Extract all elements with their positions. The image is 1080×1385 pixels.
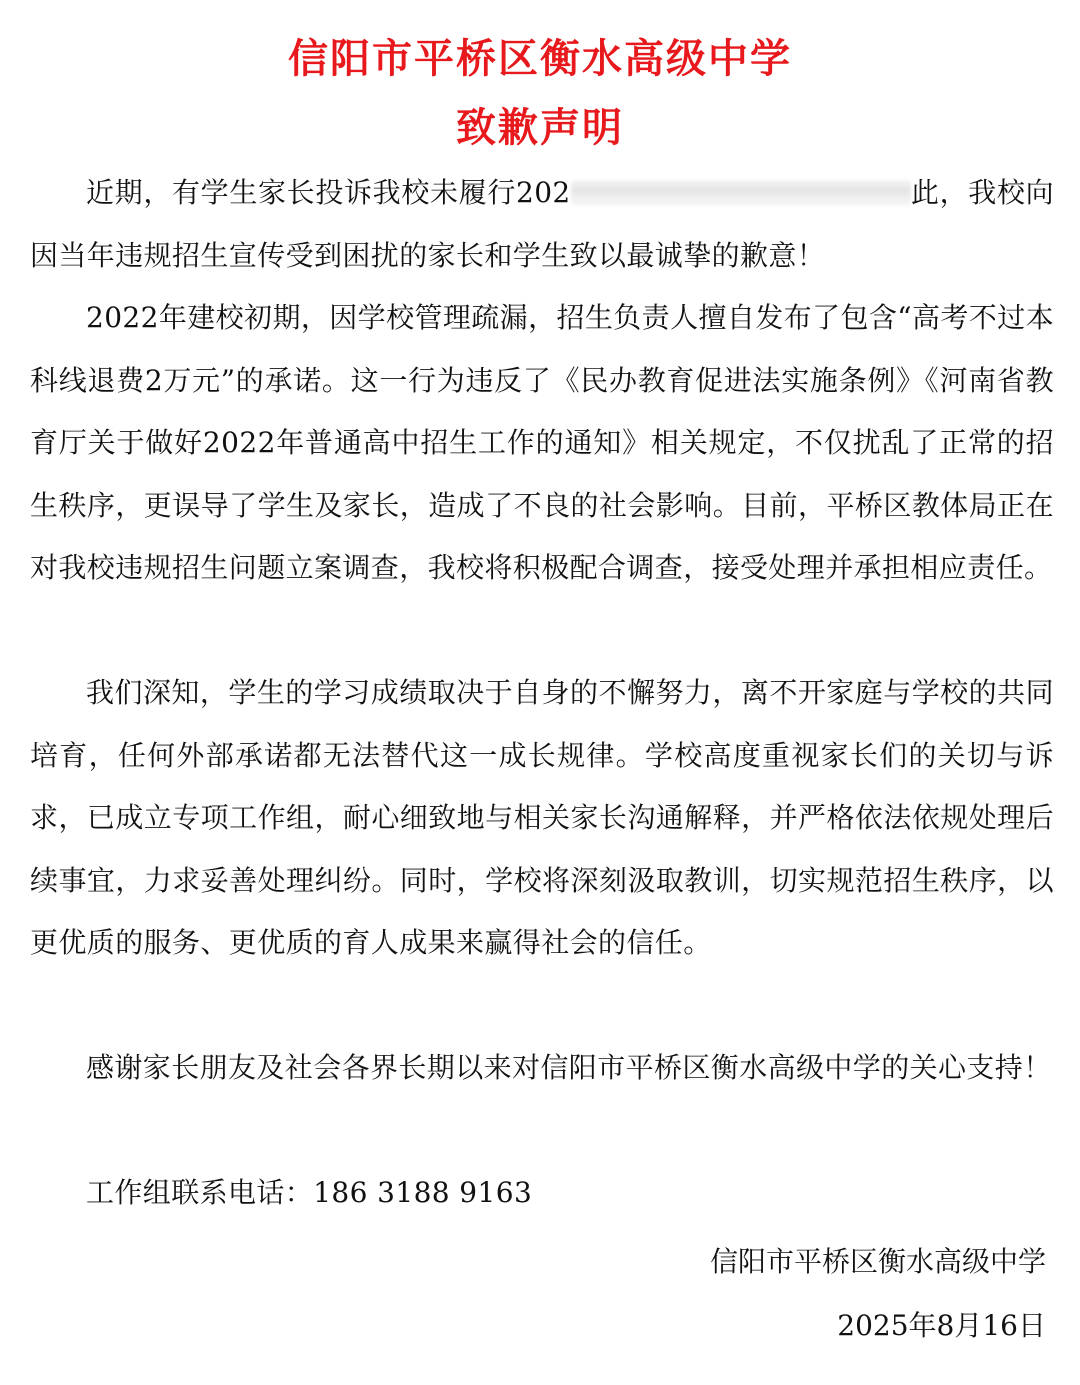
document-title: 信阳市平桥区衡水高级中学 (288, 35, 792, 82)
paragraph-complaint (30, 162, 1054, 287)
signature-date: 2025年8月16日 (837, 1309, 1046, 1342)
paragraph-contact (30, 1162, 1054, 1225)
paragraph-complaint-start: 近期，有学生家长投诉我校未履行202 (86, 176, 571, 209)
redaction-blur (571, 180, 911, 206)
paragraph-thanks: 感谢家长朋友及社会各界长期以来对信阳市平桥区衡水高级中学的关心支持！ (86, 1051, 1052, 1084)
signature-organization: 信阳市平桥区衡水高级中学 (709, 1245, 1046, 1278)
paragraph-complaint-end: 此，我校向因当年违规招生宣传受到困扰的家长和学生致以最诚挚的歉意！ (30, 176, 1054, 272)
contact-label: 工作组联系电话： (86, 1176, 314, 1209)
paragraph-commitment: 我们深知，学生的学习成绩取决于自身的不懈努力，离不开家庭与学校的共同培育，任何外部承诺都无法替代这一成长规律。学校高度重视家长们的关切与诉求，已成立专项工作组，耐心细致地与相关家长沟通解释，并严格依法依规处理后续事宜，力求妥善处理纠纷。同时，学校将深刻汲取教训，切实规范招生秩序，以更优质的服务、更优质的育人成果来赢得社会的信任。 (30, 676, 1054, 959)
contact-phone: 186 3188 9163 (313, 1176, 533, 1209)
document-subtitle: 致歉声明 (456, 104, 624, 151)
paragraph-violation: 2022年建校初期，因学校管理疏漏，招生负责人擅自发布了包含“高考不过本科线退费2万元”的承诺。这一行为违反了《民办教育促进法实施条例》《河南省教育厅关于做好2022年普通高中招生工作的通知》相关规定，不仅扰乱了正常的招生秩序，更误导了学生及家长，造成了不良的社会影响。目前，平桥区教体局正在对我校违规招生问题立案调查，我校将积极配合调查，接受处理并承担相应责任。 (30, 301, 1054, 584)
